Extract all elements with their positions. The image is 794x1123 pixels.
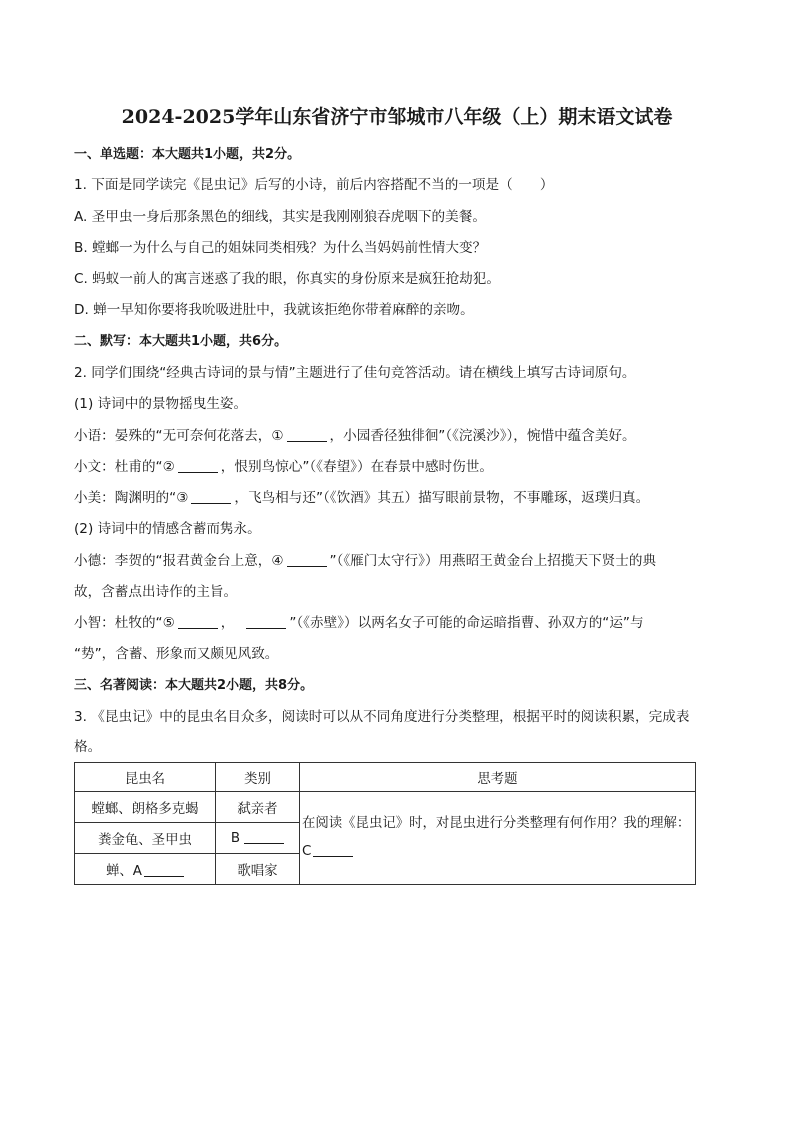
question-1-option-b: B. 螳螂一为什么与自己的姐妹同类相残？为什么当妈妈前性情大变？ [74,240,487,256]
cell-category [216,823,300,854]
question-2-stem: 2. 同学们围绕“经典古诗词的景与情”主题进行了佳句竞答活动。请在横线上填写古诗词原句。 [74,365,636,381]
question-2-line-5-cont: “势”，含蓄、形象而又颇见风致。 [74,646,279,662]
answer-blank-2[interactable] [178,458,218,473]
question-3-stem-cont: 格。 [74,739,102,755]
line-3-text-b: ，飞鸟相与还”（《饮酒》其五）描写眼前景物，不事雕琢，返璞归真。 [234,490,650,506]
question-2-line-1 [74,426,636,446]
question-1-stem: 1. 下面是同学读完《昆虫记》后写的小诗，前后内容搭配不当的一项是（ ） [74,177,554,193]
blank-label-b: B [230,831,241,846]
table-row [75,792,696,823]
cell-insect-name: 粪金龟、圣甲虫 [75,823,216,854]
question-1-option-a: A. 圣甲虫一身后那条黑色的细线，其实是我刚刚狼吞虎咽下的美餐。 [74,209,486,225]
line-3-text-a: 小美：陶渊明的“③ [74,490,189,506]
line-4-text-b: ”（《雁门太守行》）用燕昭王黄金台上招揽天下贤士的典 [329,553,657,569]
answer-blank-4[interactable] [287,552,327,567]
line-2-text-a: 小文：杜甫的“② [74,459,175,475]
question-2-line-4 [74,551,656,571]
line-2-text-b: ，恨别鸟惊心”（《春望》）在春景中感时伤世。 [220,459,493,475]
blank-label-a: 蝉、A [106,863,142,879]
answer-blank-5a[interactable] [178,614,218,629]
answer-blank-3[interactable] [191,489,231,504]
answer-blank-b[interactable] [244,830,284,844]
line-4-text-a: 小德：李贺的“报君黄金台上意，④ [74,553,284,569]
line-5-text-b: ， [220,615,235,631]
question-2-line-5 [74,613,644,633]
question-2-line-3 [74,488,649,508]
line-5-text-c: ”（《赤壁》）以两名女子可能的命运暗指曹、孙双方的“运”与 [289,615,644,631]
header-think-question: 思考题 [300,763,696,792]
cell-insect-name [75,854,216,885]
classification-table [74,762,696,885]
cell-category: 弑亲者 [216,792,300,823]
cell-category: 歌唱家 [216,854,300,885]
question-2-line-2 [74,457,493,477]
section-heading-3: 三、名著阅读：本大题共2小题，共8分。 [74,678,314,693]
header-category: 类别 [216,763,300,792]
line-1-text-a: 小语：晏殊的“无可奈何花落去，① [74,428,284,444]
question-1-option-d: D. 蝉一早知你要将我吮吸进肚中，我就该拒绝你带着麻醉的亲吻。 [74,302,474,318]
question-2-part-1: (1) 诗词中的景物摇曳生姿。 [74,396,248,412]
answer-blank-1[interactable] [287,427,327,442]
line-5-text-a: 小智：杜牧的“⑤ [74,615,175,631]
line-1-text-b: ，小园香径独徘徊”（《浣溪沙》），惋惜中蕴含美好。 [329,428,636,444]
header-insect-name: 昆虫名 [75,763,216,792]
answer-blank-c[interactable] [313,843,353,857]
section-heading-1: 一、单选题：本大题共1小题，共2分。 [74,147,301,162]
answer-blank-a[interactable] [144,863,184,877]
question-2-part-2: (2) 诗词中的情感含蓄而隽永。 [74,521,261,537]
question-1-option-c: C. 蚂蚁一前人的寓言迷惑了我的眼，你真实的身份原来是疯狂抢劫犯。 [74,271,500,287]
answer-blank-5b[interactable] [246,614,286,629]
question-2-line-4-cont: 故，含蓄点出诗作的主旨。 [74,584,238,600]
cell-insect-name: 螳螂、朗格多克蝎 [75,792,216,823]
table-header-row [75,763,696,792]
section-heading-2: 二、默写：本大题共1小题，共6分。 [74,334,288,349]
think-question-text: 在阅读《昆虫记》时，对昆虫进行分类整理有何作用？我的理解：C [302,816,691,859]
cell-think-question [300,792,696,885]
page-title: 2024-2025学年山东省济宁市邹城市八年级（上）期末语文试卷 [121,106,673,128]
question-3-stem: 3. 《昆虫记》中的昆虫名目众多，阅读时可以从不同角度进行分类整理，根据平时的阅读积累，完成表 [74,709,690,725]
